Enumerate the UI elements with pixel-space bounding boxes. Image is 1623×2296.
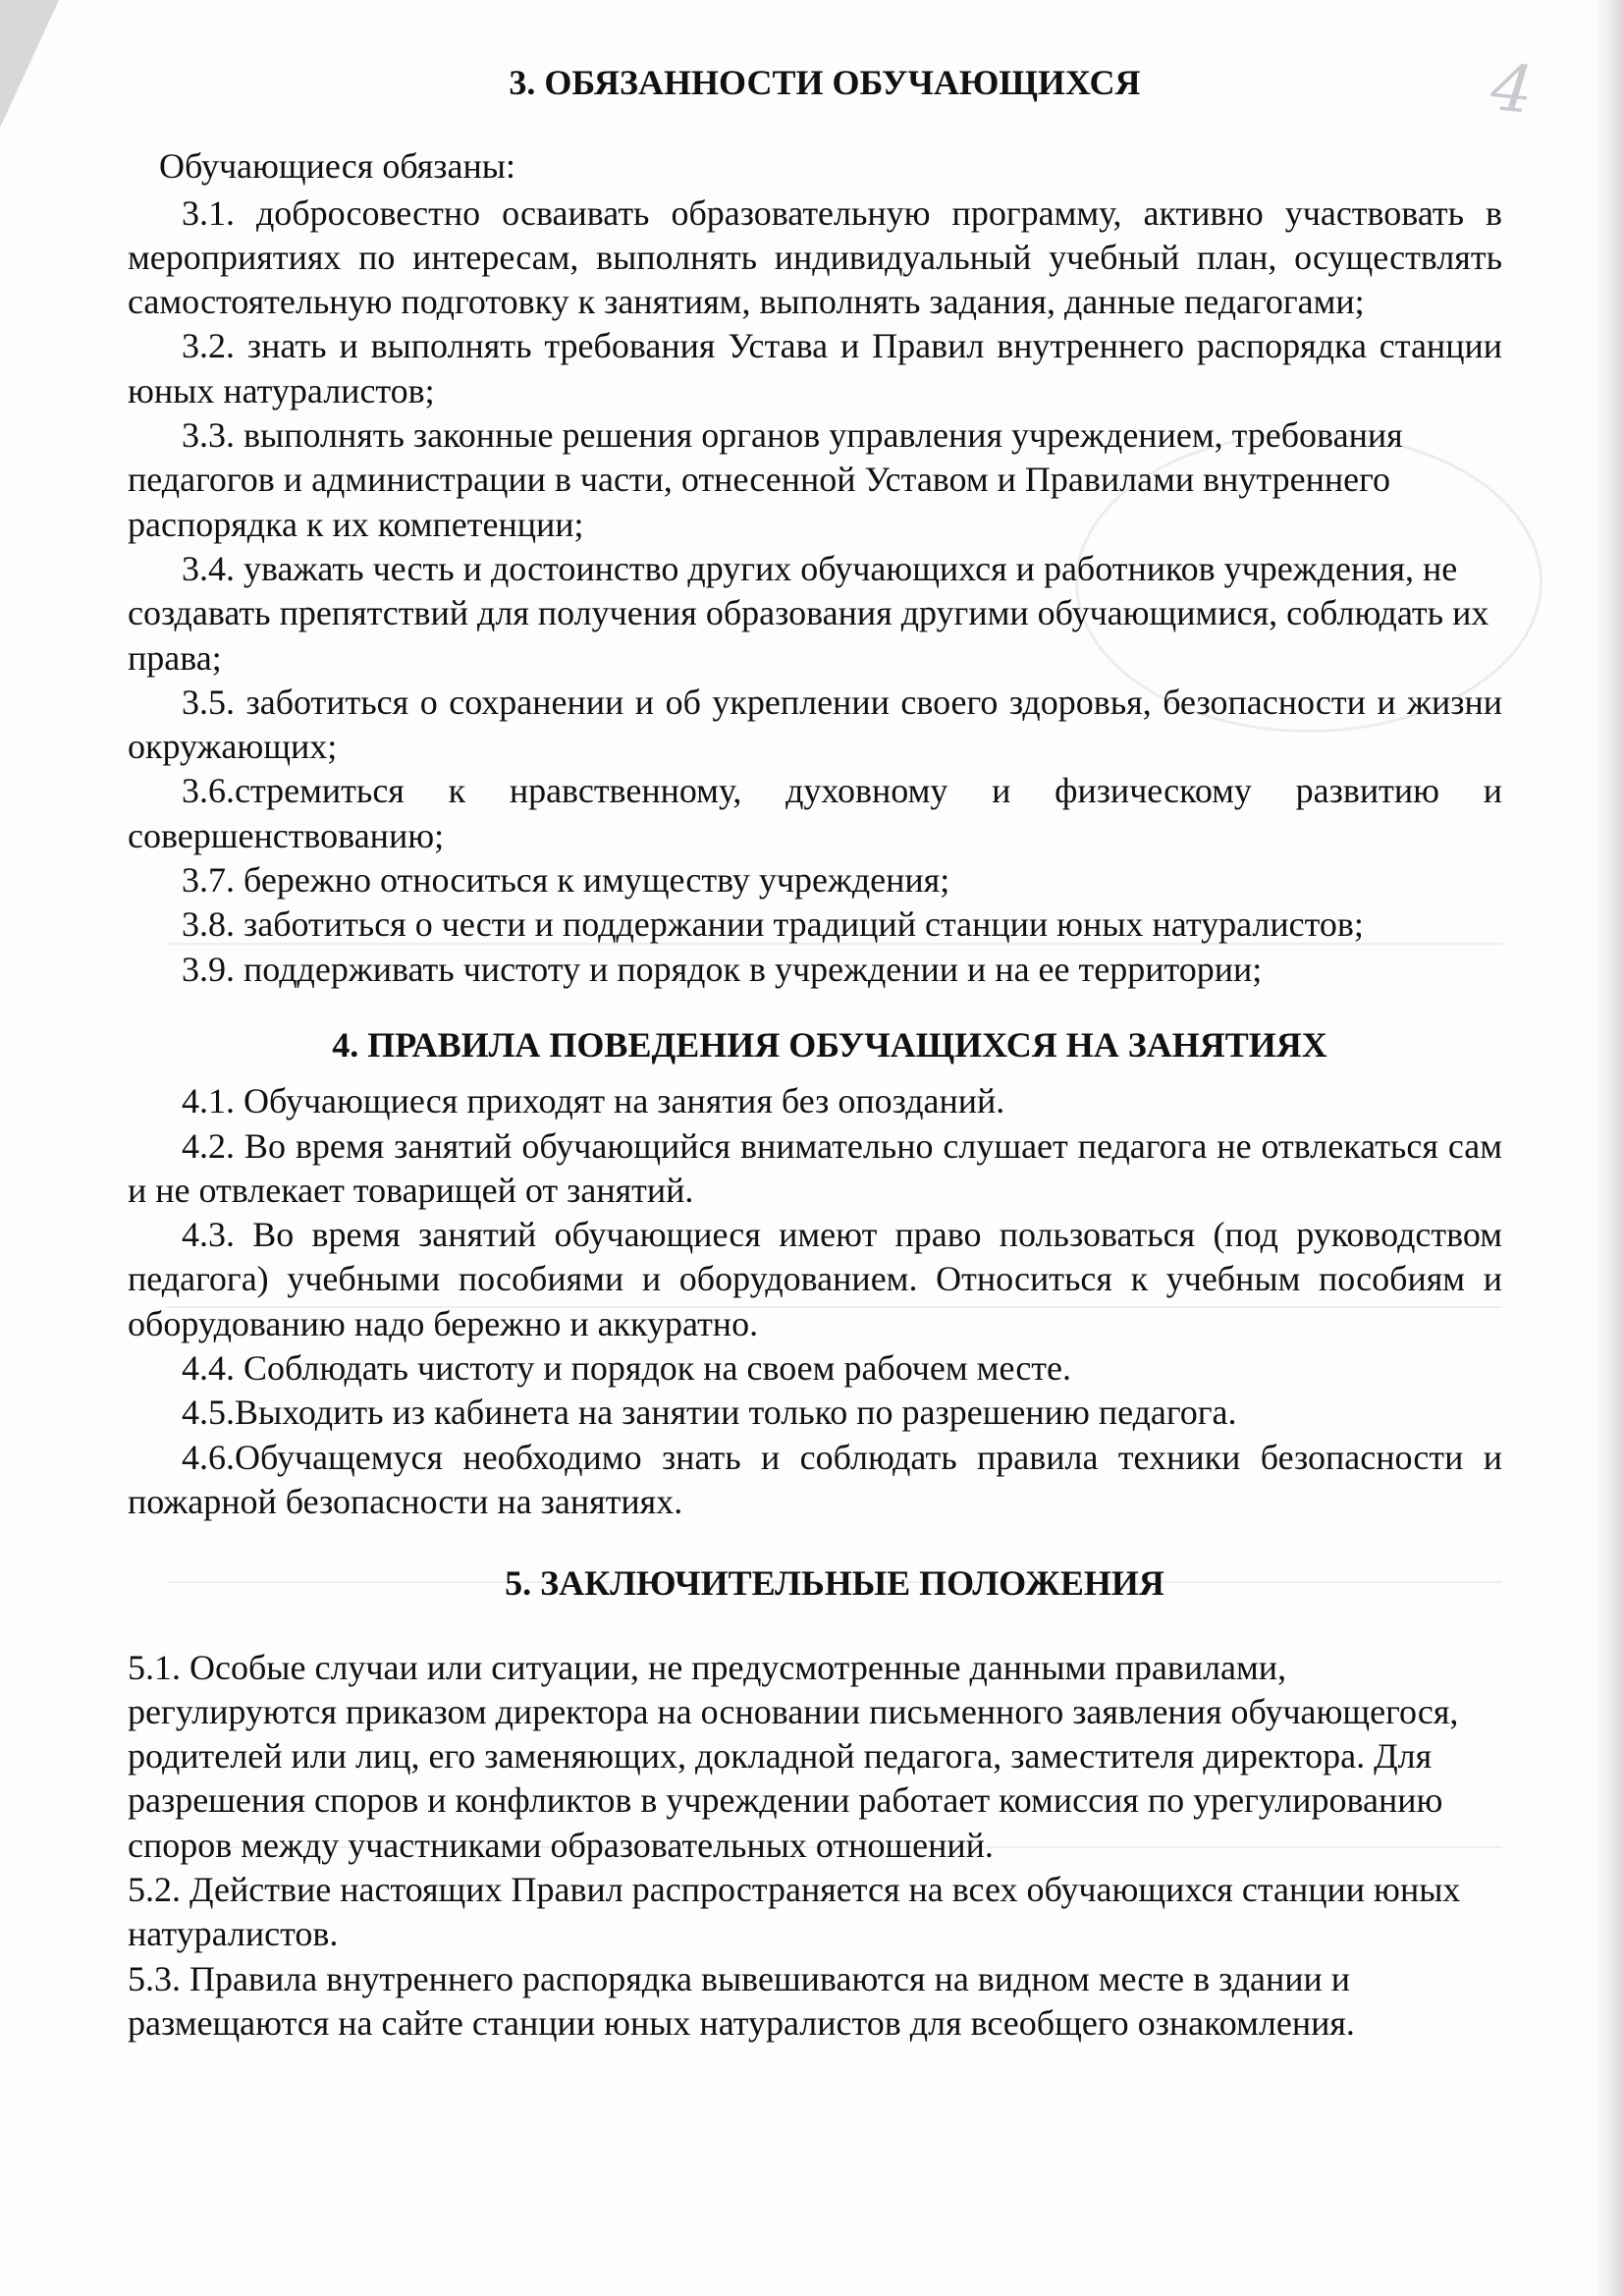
- page-edge-shadow: [1597, 0, 1623, 2296]
- list-item: 4.4. Соблюдать чистоту и порядок на своем рабочем месте.: [182, 1348, 1072, 1389]
- list-item: 3.2. знать и выполнять требования Устава и Правил внутреннего распорядка станции юных натуралистов;: [128, 326, 1502, 410]
- list-item: 4.5.Выходить из кабинета на занятии только по разрешению педагога.: [182, 1393, 1237, 1433]
- section-title: 4. ПРАВИЛА ПОВЕДЕНИЯ ОБУЧАЩИХСЯ НА ЗАНЯТИЯХ: [332, 1024, 1327, 1065]
- list-item: 3.5. заботиться о сохранении и об укреплении своего здоровья, безопасности и жизни окружающих;: [128, 682, 1502, 767]
- list-item: 3.6.стремиться к нравственному, духовному и физическому развитию и совершенствованию;: [128, 771, 1502, 855]
- section-title: 3. ОБЯЗАННОСТИ ОБУЧАЮЩИХСЯ: [509, 63, 1141, 102]
- list-item: 4.1. Обучающиеся приходят на занятия без опозданий.: [182, 1081, 1005, 1121]
- list-item: 3.3. выполнять законные решения органов управления учреждением, требования педагогов и администрации в части, отнесенной Уставом и Правилами внутреннего распорядка к их компетенции;: [128, 415, 1403, 544]
- document-body: [128, 61, 1502, 2046]
- list-item: 4.3. Во время занятий обучающиеся имеют право пользоваться (под руководством педагога) учебными пособиями и оборудованием. Относиться к учебным пособиям и оборудованию надо бережно и аккуратно.: [128, 1215, 1502, 1343]
- list-item: 4.2. Во время занятий обучающийся внимательно слушает педагога не отвлекаться сам и не отвлекает товарищей от занятий.: [128, 1125, 1502, 1210]
- list-item: 3.8. заботиться о чести и поддержании традиций станции юных натуралистов;: [182, 904, 1364, 945]
- section-title: 5. ЗАКЛЮЧИТЕЛЬНЫЕ ПОЛОЖЕНИЯ: [505, 1563, 1164, 1604]
- section-obligations: [128, 61, 1502, 992]
- folded-corner: [0, 0, 59, 128]
- list-item: 3.9. поддерживать чистоту и порядок в учреждении и на ее территории;: [182, 949, 1263, 989]
- section-intro: Обучающиеся обязаны:: [159, 146, 515, 187]
- list-item: 5.3. Правила внутреннего распорядка вывешиваются на видном месте в здании и размещаются на сайте станции юных натуралистов для всеобщего ознакомления.: [128, 1958, 1355, 2043]
- section-behavior-rules: [128, 1023, 1502, 1524]
- section-final-provisions: [128, 1561, 1502, 2046]
- list-item: 5.2. Действие настоящих Правил распространяется на всех обучающихся станции юных натуралистов.: [128, 1869, 1461, 1954]
- list-item: 3.1. добросовестно осваивать образовательную программу, активно участвовать в мероприятиях по интересам, выполнять индивидуальный учебный план, осуществлять самостоятельную подготовку к занятиям, выполнять задания, данные педагогами;: [128, 192, 1502, 322]
- list-item: 3.4. уважать честь и достоинство других обучающихся и работников учреждения, не создавать препятствий для получения образования другими обучающимися, соблюдать их права;: [128, 548, 1489, 678]
- list-item: 5.1. Особые случаи или ситуации, не предусмотренные данными правилами, регулируются приказом директора на основании письменного заявления обучающегося, родителей или лиц, его заменяющих, докладной педагога, заместителя директора. Для разрешения споров и конфликтов в учреждении работает комиссия по урегулированию споров между участниками образовательных отношений.: [128, 1647, 1459, 1865]
- list-item: 4.6.Обучащемуся необходимо знать и соблюдать правила техники безопасности и пожарной безопасности на занятиях.: [128, 1437, 1502, 1521]
- handwritten-page-number: 4: [1488, 49, 1537, 129]
- list-item: 3.7. бережно относиться к имуществу учреждения;: [182, 860, 950, 901]
